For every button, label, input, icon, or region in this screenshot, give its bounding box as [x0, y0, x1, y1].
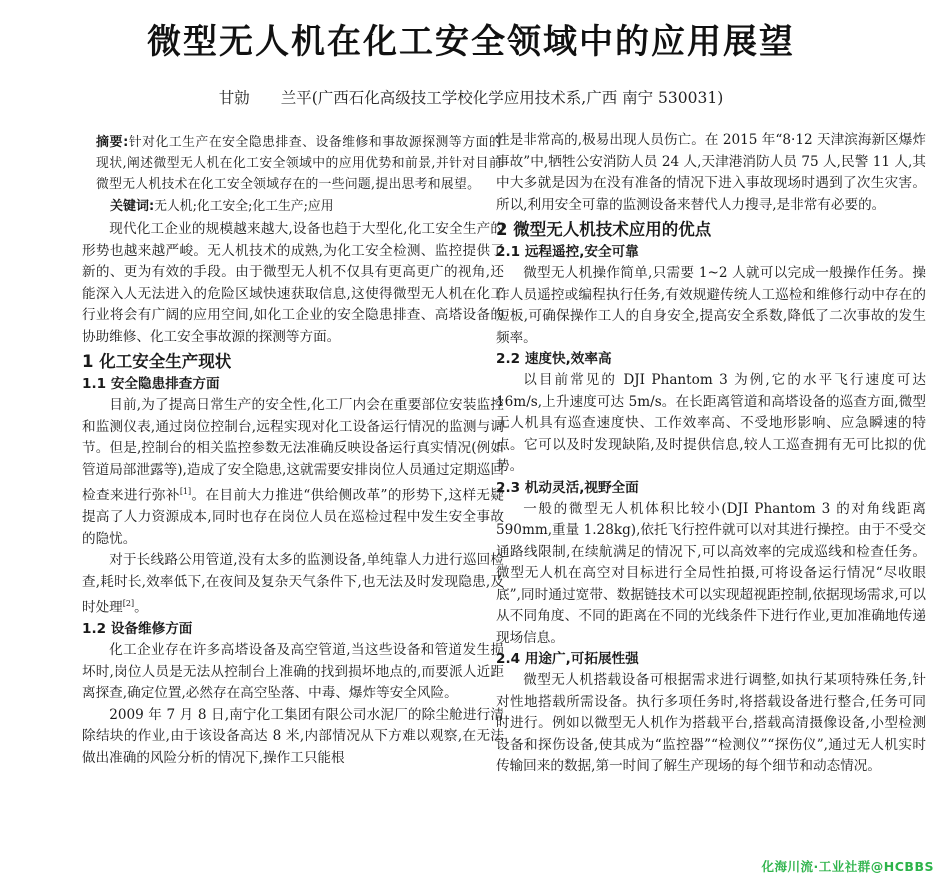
- paragraph-1-1b: [82, 550, 504, 619]
- paragraph-2-4: 微型无人机搭载设备可根据需求进行调整,如执行某项特殊任务,针对性地搭载所需设备。执行多项任务时,将搭载设备进行整合,任务可同时进行。例如以微型无人机作为搭载平台,搭载高清摄像设备,小型检测设备和探伤设备,使其成为“监控器”“检测仪”“探伤仪”,通过无人机实时传输回来的数据,第一时间了解生产现场的每个细节和动态情况。: [496, 672, 926, 774]
- section-1-2-heading: 1.2 设备维修方面: [82, 621, 193, 638]
- section-2-2-heading: 2.2 速度快,效率高: [496, 351, 612, 367]
- abstract-text: 针对化工生产在安全隐患排查、设备维修和事故源探测等方面的现状,阐述微型无人机在化工安全领域中的应用优势和前景,并针对目前微型无人机技术在化工安全领域存在的一些问题,提出思考和展望。: [96, 135, 502, 192]
- intro-paragraph: 现代化工企业的规模越来越大,设备也趋于大型化,化工安全生产的形势也越来越严峻。无人机技术的成熟,为化工安全检测、监控提供了新的、更为有效的手段。由于微型无人机不仅具有更高更广的视角,还能深入人无法进入的危险区域快速获取信息,这使得微型无人机在化工行业将会有广阔的应用空间,如化工企业的安全隐患排查、高塔设备的协助维修、化工安全事故源的探测等方面。: [82, 221, 504, 345]
- paragraph-2-1: 微型无人机操作简单,只需要 1~2 人就可以完成一般操作任务。操作人员遥控或编程执行任务,有效规避传统人工巡检和维修行动中存在的短板,可确保操作工人的自身安全,提高安全系数,降低了二次事故的发生频率。: [496, 265, 926, 346]
- paragraph-1-2a: 化工企业存在许多高塔设备及高空管道,当这些设备和管道发生损坏时,岗位人员是无法从控制台上准确的找到损坏地点的,而要派人近距离探查,确定位置,必然存在高空坠落、中毒、爆炸等安全风险。: [82, 642, 504, 702]
- abstract-label: 摘要:: [96, 135, 129, 150]
- paragraph-2-2: 以目前常见的 DJI Phantom 3 为例,它的水平飞行速度可达 16m/s,上升速度可达 5m/s。在长距离管道和高塔设备的巡查方面,微型无人机具有巡查速度快、工作效率高、不受地形影响、应急瞬速的特点。它可以及时发现缺陷,及时提供信息,较人工巡查拥有无可比拟的优势。: [496, 372, 926, 474]
- paragraph-1-2b: 2009 年 7 月 8 日,南宁化工集团有限公司水泥厂的除尘舱进行清除结块的作业,由于该设备高达 8 米,内部情况从下方难以观察,在无法做出准确的风险分析的情况下,操作工只能根: [82, 706, 504, 766]
- continued-paragraph: 性是非常高的,极易出现人员伤亡。在 2015 年“8·12 天津滨海新区爆炸事故”中,牺牲公安消防人员 24 人,天津港消防人员 75 人,民警 11 人,其中大多就是因为在没有准备的情况下进入事故现场时遇到了次生灾害。所以,利用安全可靠的监测设备来替代人力搜寻,是非常有必要的。: [496, 132, 926, 213]
- section-1-1-heading: 1.1 安全隐患排查方面: [82, 376, 220, 392]
- watermark: 化海川流·工业社群@HCBBS: [761, 859, 934, 874]
- author-line: 甘勍 兰平(广西石化高级技工学校化学应用技术系,广西 南宁 530031): [218, 89, 724, 107]
- paragraph-1-1a: [82, 395, 504, 550]
- keywords: [82, 195, 504, 219]
- right-column: [496, 130, 926, 778]
- section-2-3-heading: 2.3 机动灵活,视野全面: [496, 479, 639, 496]
- reference-2: [2]: [122, 599, 135, 609]
- abstract: [82, 132, 504, 195]
- paragraph-2-3: 一般的微型无人机体积比较小(DJI Phantom 3 的对角线距离 590mm,重量 1.28kg),依托飞行控件就可以对其进行操控。由于不受交通路线限制,在续航满足的情况下,可以高效率的完成巡线和检查任务。微型无人机在高空对目标进行全局性拍摄,可将设备运行情况“尽收眼底”,同时通过宽带、数据链技术可以实现超视距控制,依据现场需求,可以从不同角度、不同的距离在不同的光线条件下进行作业,更加准确地传递现场信息。: [496, 500, 926, 646]
- paragraph-text: 。在目前大力推进“供给侧改革”的形势下,这样无疑提高了人力资源成本,同时也存在岗位人员在巡检过程中发生安全事故的隐忧。: [82, 487, 505, 547]
- left-column: [82, 132, 504, 769]
- keywords-label: 关键词:: [110, 199, 155, 214]
- paper-title: 微型无人机在化工安全领域中的应用展望: [147, 22, 795, 62]
- paragraph-text: 对于长线路公用管道,没有太多的监测设备,单纯靠人力进行巡回检查,耗时长,效率低下,在夜间及复杂天气条件下,也无法及时发现隐患,及时处理: [82, 552, 504, 616]
- section-2-1-heading: 2.1 远程遥控,安全可靠: [496, 244, 639, 260]
- keywords-text: 无人机;化工安全;化工生产;应用: [154, 199, 334, 214]
- section-2-4-heading: 2.4 用途广,可拓展性强: [496, 651, 639, 667]
- section-2-heading: 2 微型无人机技术应用的优点: [496, 220, 712, 239]
- paragraph-text: 目前,为了提高日常生产的安全性,化工厂内会在重要部位安装监控和监测仪表,通过岗位控制台,远程实现对化工设备运行情况的监测与调节。但是,控制台的相关监控参数无法准确反映设备运行真实情况(例如管道局部泄露等),造成了安全隐患,这就需要安排岗位人员通过定期巡回检查来进行弥补: [82, 397, 504, 504]
- section-1-heading: 1 化工安全生产现状: [82, 352, 232, 371]
- paragraph-text: 。: [134, 599, 148, 616]
- reference-1: [1]: [179, 487, 192, 496]
